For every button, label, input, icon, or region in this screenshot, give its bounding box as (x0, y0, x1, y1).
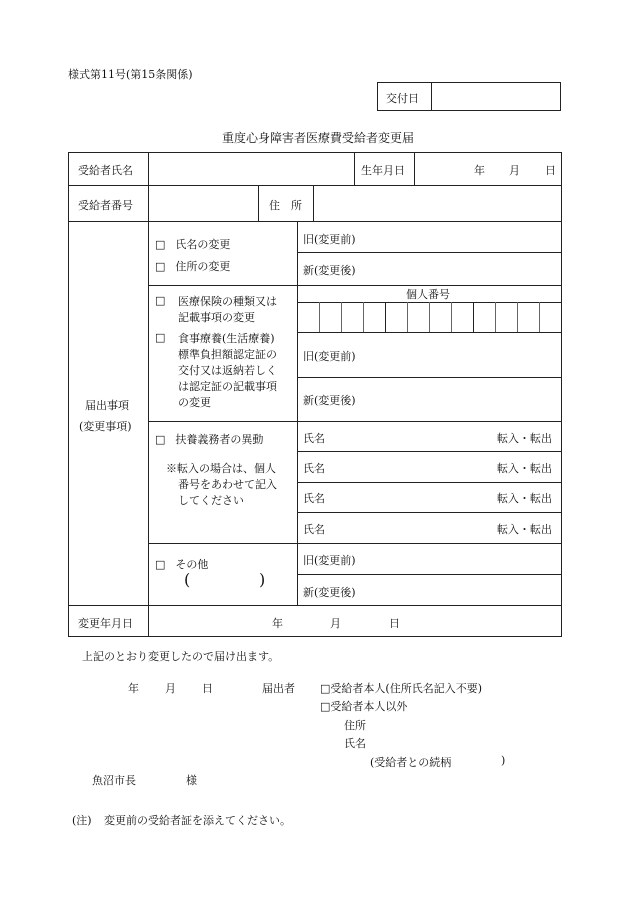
change-day-unit: 日 (389, 617, 400, 630)
move-status[interactable]: 転入・転出 (497, 432, 552, 445)
other-paren-open: ( (184, 570, 191, 589)
issue-date-input[interactable] (433, 84, 559, 109)
check-address-change[interactable]: □ 住所の変更 (155, 258, 230, 274)
check-dependent-change[interactable]: □ 扶養義務者の異動 (155, 431, 263, 447)
note-text: 変更前の受給者証を添えてください。 (104, 814, 291, 827)
note-label: (注) (72, 814, 92, 827)
dependent-name-label: 氏名 (303, 492, 325, 505)
change-date-label: 変更年月日 (78, 617, 133, 630)
checkbox-icon (155, 558, 165, 571)
move-status[interactable]: 転入・転出 (497, 462, 552, 475)
number-input[interactable] (150, 187, 256, 219)
checkbox-icon (320, 682, 330, 695)
meal-cert-text: 食事療養(生活療養) 標準負担額認定証の 交付又は返納若しく は認定証の記載事項 の変更 (178, 332, 277, 409)
address-input[interactable] (315, 187, 560, 219)
issue-date-label: 交付日 (386, 92, 419, 105)
dob-day-unit: 日 (545, 164, 556, 177)
option-other[interactable]: □ 受給者本人以外 (320, 698, 407, 714)
dob-month-unit: 月 (509, 164, 520, 177)
s1-old-label: 旧(変更前) (303, 233, 356, 246)
check-insurance-change[interactable] (155, 294, 165, 307)
dob-label: 生年月日 (361, 164, 405, 177)
s2-new-label: 新(変更後) (303, 394, 356, 407)
sign-day-unit: 日 (202, 682, 213, 695)
personal-number-input[interactable] (299, 304, 560, 331)
checkbox-icon (155, 260, 165, 273)
change-year-unit: 年 (272, 617, 283, 630)
dependent-name-label: 氏名 (303, 462, 325, 475)
relation-close: ) (501, 754, 506, 767)
applicant-name-label: 氏名 (344, 737, 366, 750)
s1-new-label: 新(変更後) (303, 264, 356, 277)
s4-old-label: 旧(変更前) (303, 554, 356, 567)
check-name-change[interactable]: □ 氏名の変更 (155, 236, 230, 252)
s2-old-label: 旧(変更前) (303, 350, 356, 363)
mayor-label: 魚沼市長 (92, 774, 136, 787)
check-other[interactable]: □ その他 (155, 556, 208, 572)
other-paren-close: ) (259, 570, 266, 589)
relation-label: (受給者との続柄 (370, 756, 452, 769)
move-status[interactable]: 転入・転出 (497, 492, 552, 505)
s4-new-label: 新(変更後) (303, 586, 356, 599)
form-title: 重度心身障害者医療費受給者変更届 (222, 131, 415, 145)
address-label: 住 所 (269, 199, 302, 212)
statement: 上記のとおり変更したので届け出ます。 (82, 650, 280, 663)
other-input[interactable] (194, 574, 256, 592)
sign-month-unit: 月 (165, 682, 176, 695)
personal-number-label: 個人番号 (406, 288, 450, 301)
transfer-note: ※転入の場合は、個人 番号をあわせて記入 してください (166, 462, 277, 507)
applicant-label: 届出者 (262, 682, 295, 695)
form-number: 様式第11号(第15条関係) (68, 68, 193, 81)
dependent-name-label: 氏名 (303, 432, 325, 445)
name-input[interactable] (150, 154, 352, 184)
option-self[interactable]: □ 受給者本人(住所氏名記入不要) (320, 680, 482, 696)
checkbox-icon (155, 433, 165, 446)
sign-year-unit: 年 (128, 682, 139, 695)
number-label: 受給者番号 (78, 199, 133, 212)
checkbox-icon (320, 700, 330, 713)
insurance-change-text: 医療保険の種類又は 記載事項の変更 (178, 295, 277, 324)
move-status[interactable]: 転入・転出 (497, 523, 552, 536)
notification-label: 届出事項 (85, 399, 129, 412)
checkbox-icon (155, 294, 165, 307)
name-label: 受給者氏名 (78, 164, 133, 177)
checkbox-icon (155, 331, 165, 344)
change-label: (変更事項) (79, 420, 132, 433)
check-meal-cert[interactable] (155, 331, 165, 344)
dob-year-unit: 年 (474, 164, 485, 177)
applicant-address-label: 住所 (344, 719, 366, 732)
honorific: 様 (186, 774, 197, 787)
dependent-name-label: 氏名 (303, 523, 325, 536)
change-month-unit: 月 (330, 617, 341, 630)
checkbox-icon (155, 238, 165, 251)
